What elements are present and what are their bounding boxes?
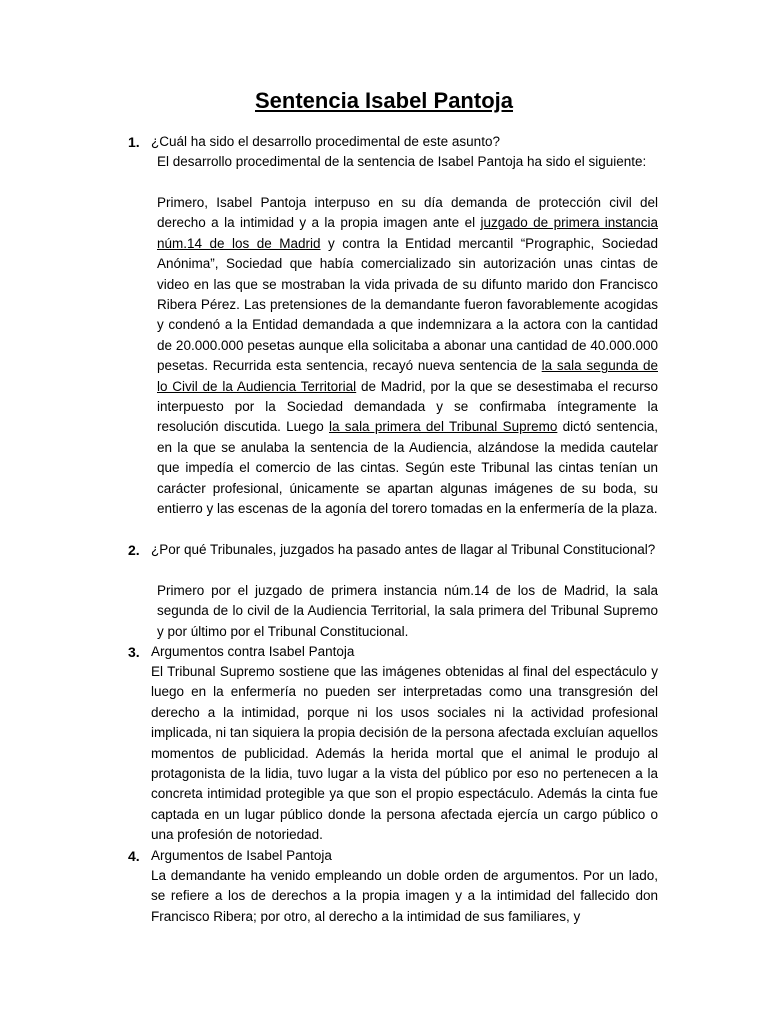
- section-number-2: 2.: [128, 542, 140, 558]
- section-number-3: 3.: [128, 644, 140, 660]
- section-answer-2: Primero por el juzgado de primera instancia núm.14 de los de Madrid, la sala segunda de lo civil de la Audiencia Territorial, la sala primera del Tribunal Supremo y por último por el Tribunal Constitucional.: [157, 583, 658, 639]
- body-text-3: de Madrid, por la que se desestimaba el recurso interpuesto por la Sociedad demandada y se confirmaba íntegramente la resolución discutida. Luego: [157, 378, 658, 435]
- section-body-1: [157, 193, 658, 520]
- court-reference-2: la sala segunda de lo Civil de la Audiencia Territorial: [157, 358, 658, 394]
- court-reference-1: juzgado de primera instancia núm.14 de los de Madrid: [157, 215, 659, 251]
- section-number-4: 4.: [128, 848, 140, 864]
- section-number-1: 1.: [128, 134, 140, 150]
- section-answer-4: La demandante ha venido empleando un doble orden de argumentos. Por un lado, se refiere a los de derechos a la propia imagen y a la intimidad del fallecido don Francisco Ribera; por otro, al derecho a la intimidad de sus familiares, y: [151, 868, 658, 924]
- section-question-4: Argumentos de Isabel Pantoja: [151, 848, 332, 863]
- page-title: Sentencia Isabel Pantoja: [255, 88, 513, 113]
- section-question-2: ¿Por qué Tribunales, juzgados ha pasado antes de llagar al Tribunal Constitucional?: [151, 542, 656, 557]
- body-text-2: y contra la Entidad mercantil “Prographic, Sociedad Anónima”, Sociedad que había comercializado sin autorización unas cintas de video en las que se mostraban la vida privada de su difunto marido don Francisco Ribera Pérez. Las pretensiones de la demandante fueron favorablemente acogidas y condenó a la Entidad demandada a que indemnizara a la actora con la cantidad de 20.000.000 pesetas aunque ella solicitaba a abonar una cantidad de 40.000.000 pesetas. Recurrida esta sentencia, recayó nueva sentencia de: [157, 235, 658, 374]
- section-question-1: ¿Cuál ha sido el desarrollo procedimental de este asunto?: [151, 134, 500, 149]
- court-reference-3: la sala primera del Tribunal Supremo: [329, 419, 558, 435]
- section-intro-1: El desarrollo procedimental de la sentencia de Isabel Pantoja ha sido el siguiente:: [157, 154, 647, 169]
- body-text-1: Primero, Isabel Pantoja interpuso en su día demanda de protección civil del derecho a la intimidad y a la propia imagen ante el: [157, 195, 658, 231]
- section-question-3: Argumentos contra Isabel Pantoja: [151, 644, 355, 659]
- section-answer-3: El Tribunal Supremo sostiene que las imágenes obtenidas al final del espectáculo y luego en la enfermería no pueden ser interpretadas como una transgresión del derecho a la intimidad, porque ni los usos sociales ni la actividad profesional implicada, ni tan siquiera la propia decisión de la persona afectada excluían aquellos momentos de publicidad. Además la herida mortal que el animal le produjo al protagonista de la lidia, tuvo lugar a la vista del público por eso no pertenecen a la concreta intimidad protegible ya que son el propio espectáculo. Además la cinta fue captada en un lugar público donde la persona afectada ejercía un cargo público o una profesión de notoriedad.: [151, 664, 658, 843]
- body-text-4: dictó sentencia, en la que se anulaba la sentencia de la Audiencia, alzándose la medida cautelar que impedía el comercio de las cintas. Según este Tribunal las cintas tenían un carácter profesional, únicamente se apartan algunas imágenes de su boda, su entierro y las escenas de la agonía del torero tomadas en la enfermería de la plaza.: [157, 419, 658, 517]
